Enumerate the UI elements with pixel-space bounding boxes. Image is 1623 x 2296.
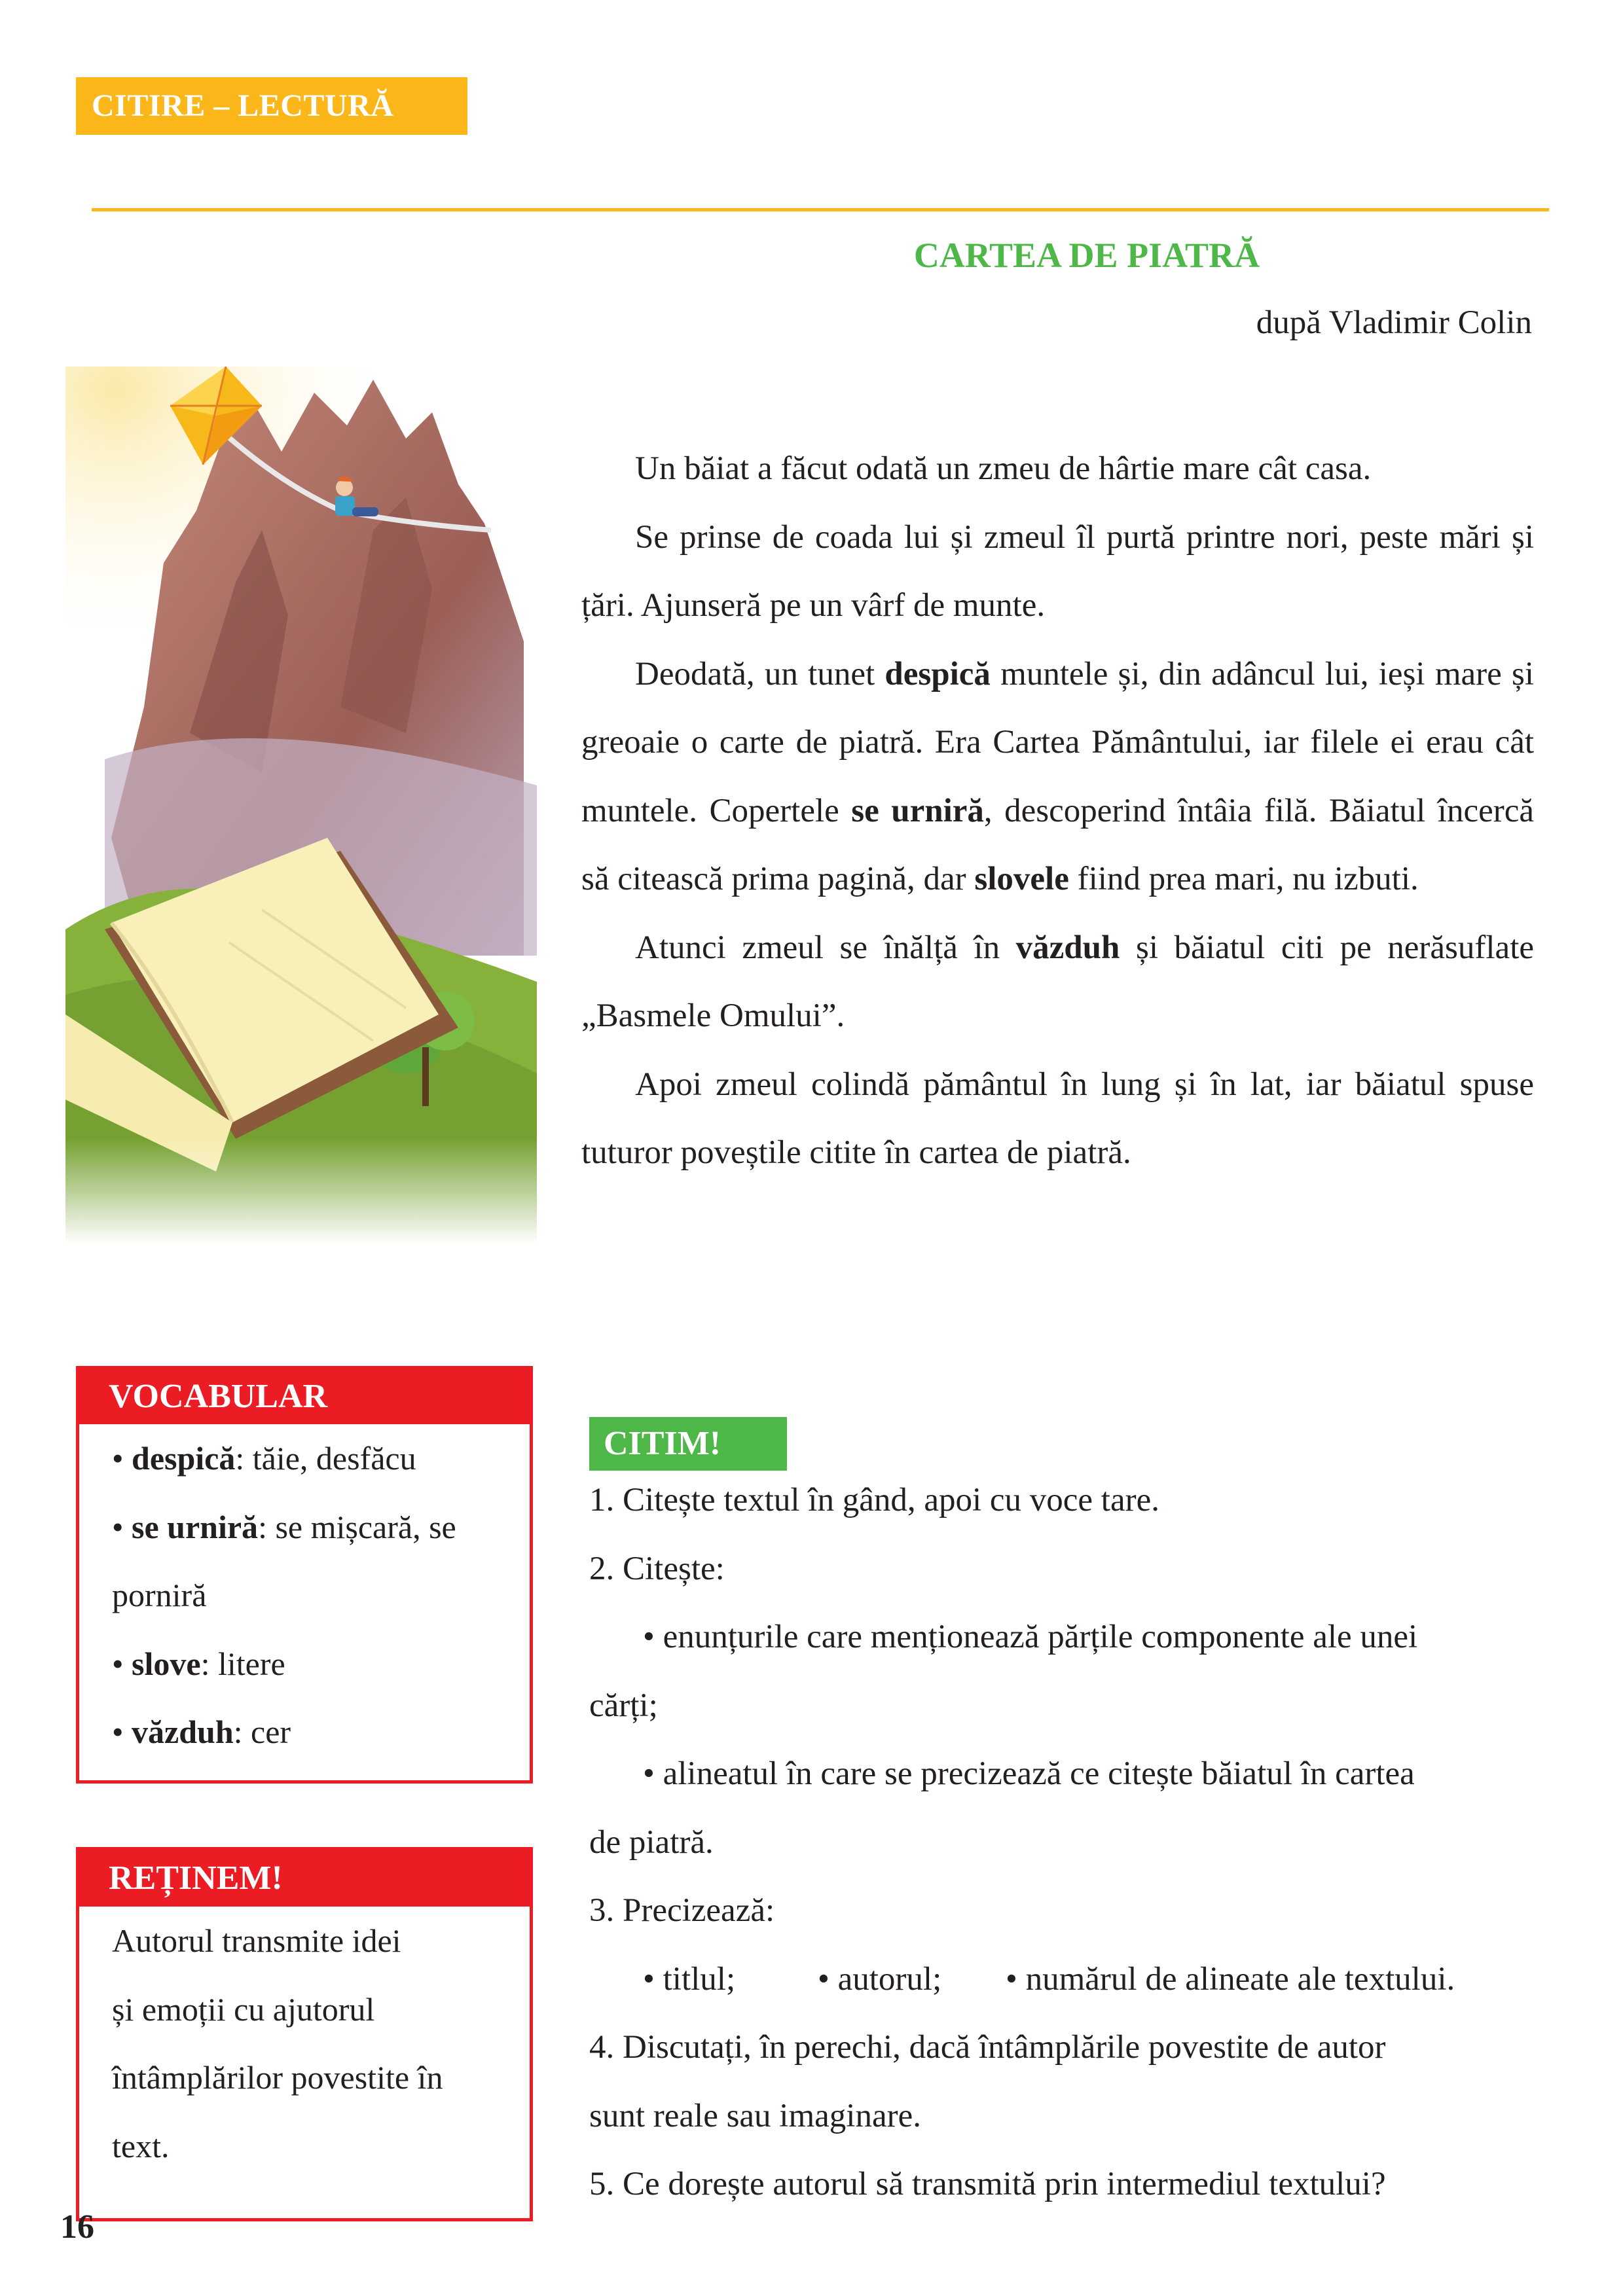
bold-term: văzduh: [1015, 929, 1120, 966]
story-illustration: [65, 367, 563, 1244]
citim-heading: CITIM!: [589, 1417, 787, 1471]
vocabulary-heading: VOCABULAR: [79, 1369, 530, 1424]
vocabulary-box: [76, 1366, 533, 1784]
task-item: 2. Citește:: [589, 1550, 725, 1587]
header-rule: [92, 208, 1549, 211]
bold-term: slovele: [974, 861, 1069, 897]
bold-term: despică: [884, 655, 991, 692]
retinem-text: Autorul transmite idei și emoții cu ajutorul întâmplărilor povestite în text.: [112, 1922, 443, 2164]
story-paragraph: Un băiat a făcut odată un zmeu de hârtie mare cât casa.: [635, 450, 1372, 487]
story-paragraph: Apoi zmeul colindă pământul în lung și în lat, iar băiatul spuse tuturor poveștile citite în cartea de piatră.: [581, 1066, 1534, 1171]
story-author: după Vladimir Colin: [1256, 304, 1532, 341]
task-subitem: • alineatul în care se precizează ce citește băiatul în cartea: [643, 1755, 1415, 1792]
page-number: 16: [60, 2208, 94, 2246]
vocabulary-item: • despică: tăie, desfăcu: [112, 1440, 416, 1477]
task-subitem-cont: cărți;: [589, 1687, 658, 1724]
story-paragraph: Se prinse de coada lui și zmeul îl purtă printre nori, peste mări și țări. Ajunseră pe un vârf de munte.: [581, 518, 1534, 624]
task-item: 4. Discutați, în perechi, dacă întâmplările povestite de autor: [589, 2029, 1386, 2066]
task-item: 3. Precizează:: [589, 1892, 775, 1929]
story-text: [581, 435, 1534, 1187]
vocabulary-item: • se urniră: se mișcară, se porniră: [112, 1508, 456, 1613]
vocabulary-item: • slove: litere: [112, 1645, 285, 1682]
bold-term: se urniră: [851, 792, 984, 829]
tree-trunk: [422, 1047, 429, 1106]
retinem-box: [76, 1847, 533, 2221]
task-item: 1. Citește textul în gând, apoi cu voce tare.: [589, 1482, 1159, 1518]
fade-bottom: [65, 1139, 563, 1244]
vocabulary-list: [79, 1424, 530, 1767]
vocabulary-item: • văzduh: cer: [112, 1713, 291, 1750]
task-subitems: • titlul; • autorul; • numărul de alineate ale textului.: [643, 1960, 1455, 1998]
citim-tasks: [589, 1466, 1532, 2219]
story-title: CARTEA DE PIATRĂ: [913, 236, 1260, 275]
task-item-cont: sunt reale sau imaginare.: [589, 2097, 921, 2134]
retinem-heading: REȚINEM!: [79, 1850, 530, 1907]
story-paragraph: Deodată, un tunet despică muntele și, din adâncul lui, ieși mare și greoaie o carte de piatră. Era Cartea Pământului, iar filele ei erau cât muntele. Copertele se urniră, descoperind întâia filă. Băiatul încercă să citească prima pagină, dar slovele fiind prea mari, nu izbuti.: [581, 655, 1535, 897]
task-subitem: • enunțurile care menționează părțile componente ale unei: [643, 1619, 1418, 1655]
task-subitem-cont: de piatră.: [589, 1823, 714, 1861]
story-paragraph: Atunci zmeul se înălță în văzduh și băiatul citi pe nerăsuflate „Basmele Omului”.: [581, 929, 1534, 1034]
task-item: 5. Ce dorește autorul să transmită prin intermediul textului?: [589, 2166, 1386, 2202]
section-label: CITIRE – LECTURĂ: [76, 77, 467, 135]
